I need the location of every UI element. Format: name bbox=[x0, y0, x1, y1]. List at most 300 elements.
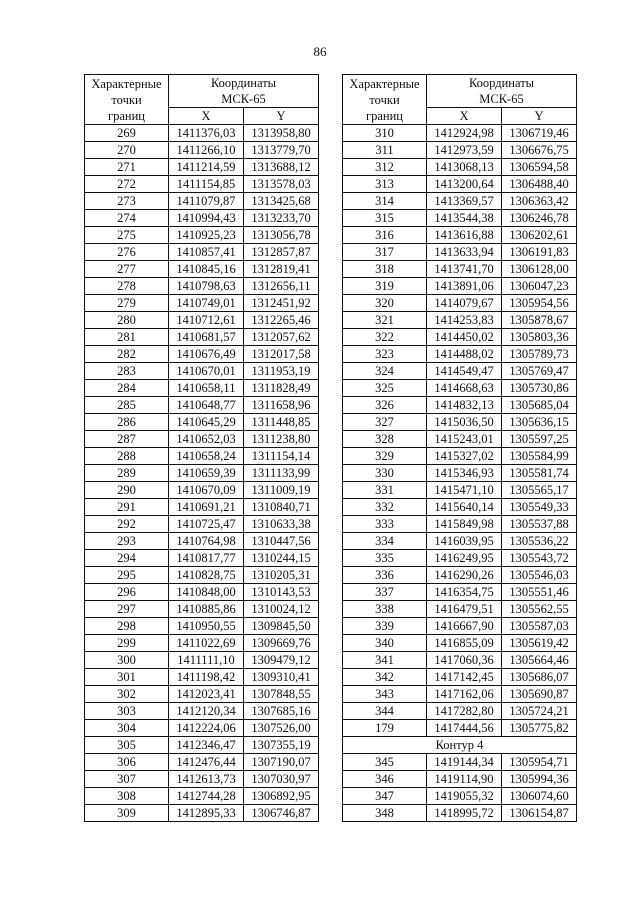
table-row bbox=[85, 295, 319, 312]
table-row bbox=[85, 771, 319, 788]
x-value-cell: 1414832,13 bbox=[427, 397, 502, 414]
point-number-cell: 323 bbox=[343, 346, 427, 363]
header-points bbox=[343, 75, 427, 125]
y-value-cell: 1310840,71 bbox=[244, 499, 319, 516]
x-value-cell: 1416249,95 bbox=[427, 550, 502, 567]
point-number-cell: 311 bbox=[343, 142, 427, 159]
point-number-cell: 285 bbox=[85, 397, 169, 414]
table-row bbox=[85, 210, 319, 227]
x-value-cell: 1415849,98 bbox=[427, 516, 502, 533]
point-number-cell: 275 bbox=[85, 227, 169, 244]
table-row bbox=[85, 652, 319, 669]
table-row bbox=[343, 805, 577, 822]
table-row bbox=[343, 244, 577, 261]
y-value-cell: 1307355,19 bbox=[244, 737, 319, 754]
table-row bbox=[343, 431, 577, 448]
x-value-cell: 1415346,93 bbox=[427, 465, 502, 482]
y-value-cell: 1305954,71 bbox=[502, 754, 577, 771]
point-number-cell: 343 bbox=[343, 686, 427, 703]
point-number-cell: 336 bbox=[343, 567, 427, 584]
y-value-cell: 1306246,78 bbox=[502, 210, 577, 227]
table-row bbox=[85, 312, 319, 329]
page-number: 86 bbox=[313, 44, 327, 59]
x-value-cell: 1410691,21 bbox=[169, 499, 244, 516]
point-number-cell: 321 bbox=[343, 312, 427, 329]
point-number-cell: 287 bbox=[85, 431, 169, 448]
y-value-cell: 1310633,38 bbox=[244, 516, 319, 533]
y-value-cell: 1307848,55 bbox=[244, 686, 319, 703]
x-value-cell: 1413891,06 bbox=[427, 278, 502, 295]
x-value-cell: 1417282,80 bbox=[427, 703, 502, 720]
table-row bbox=[85, 261, 319, 278]
table-row bbox=[85, 176, 319, 193]
table-row bbox=[85, 244, 319, 261]
point-number-cell: 324 bbox=[343, 363, 427, 380]
x-value-cell: 1410725,47 bbox=[169, 516, 244, 533]
x-value-cell: 1411022,69 bbox=[169, 635, 244, 652]
table-row bbox=[343, 618, 577, 635]
y-value-cell: 1312656,11 bbox=[244, 278, 319, 295]
header-points-line-3: границ bbox=[366, 108, 403, 123]
x-value-cell: 1413369,57 bbox=[427, 193, 502, 210]
x-value-cell: 1410645,29 bbox=[169, 414, 244, 431]
y-value-cell: 1306047,23 bbox=[502, 278, 577, 295]
x-value-cell: 1410658,11 bbox=[169, 380, 244, 397]
point-number-cell: 337 bbox=[343, 584, 427, 601]
point-number-cell: 329 bbox=[343, 448, 427, 465]
coordinates-table-left bbox=[84, 74, 319, 822]
point-number-cell: 274 bbox=[85, 210, 169, 227]
table-row bbox=[343, 363, 577, 380]
point-number-cell: 319 bbox=[343, 278, 427, 295]
table-row bbox=[343, 669, 577, 686]
point-number-cell: 295 bbox=[85, 567, 169, 584]
point-number-cell: 335 bbox=[343, 550, 427, 567]
point-number-cell: 293 bbox=[85, 533, 169, 550]
point-number-cell: 308 bbox=[85, 788, 169, 805]
point-number-cell: 331 bbox=[343, 482, 427, 499]
table-row bbox=[343, 465, 577, 482]
point-number-cell: 279 bbox=[85, 295, 169, 312]
x-value-cell: 1411266,10 bbox=[169, 142, 244, 159]
point-number-cell: 315 bbox=[343, 210, 427, 227]
y-value-cell: 1313958,80 bbox=[244, 125, 319, 142]
y-value-cell: 1307030,97 bbox=[244, 771, 319, 788]
y-value-cell: 1313425,68 bbox=[244, 193, 319, 210]
table-row bbox=[85, 159, 319, 176]
table-row bbox=[85, 533, 319, 550]
y-value-cell: 1306202,61 bbox=[502, 227, 577, 244]
y-value-cell: 1313578,03 bbox=[244, 176, 319, 193]
x-value-cell: 1413741,70 bbox=[427, 261, 502, 278]
x-value-cell: 1410648,77 bbox=[169, 397, 244, 414]
table-row bbox=[343, 516, 577, 533]
point-number-cell: 346 bbox=[343, 771, 427, 788]
x-value-cell: 1412120,34 bbox=[169, 703, 244, 720]
point-number-cell: 340 bbox=[343, 635, 427, 652]
point-number-cell: 326 bbox=[343, 397, 427, 414]
table-row bbox=[85, 618, 319, 635]
point-number-cell: 283 bbox=[85, 363, 169, 380]
x-value-cell: 1416667,90 bbox=[427, 618, 502, 635]
table-row bbox=[85, 499, 319, 516]
table-row bbox=[85, 635, 319, 652]
point-number-cell: 334 bbox=[343, 533, 427, 550]
y-value-cell: 1313779,70 bbox=[244, 142, 319, 159]
table-row bbox=[85, 465, 319, 482]
point-number-cell: 273 bbox=[85, 193, 169, 210]
x-value-cell: 1410676,49 bbox=[169, 346, 244, 363]
x-value-cell: 1415327,02 bbox=[427, 448, 502, 465]
y-value-cell: 1305619,42 bbox=[502, 635, 577, 652]
point-number-cell: 301 bbox=[85, 669, 169, 686]
table-row bbox=[343, 601, 577, 618]
point-number-cell: 348 bbox=[343, 805, 427, 822]
x-value-cell: 1411198,42 bbox=[169, 669, 244, 686]
point-number-cell: 347 bbox=[343, 788, 427, 805]
point-number-cell: 271 bbox=[85, 159, 169, 176]
point-number-cell: 332 bbox=[343, 499, 427, 516]
table-row bbox=[343, 227, 577, 244]
table-row bbox=[343, 788, 577, 805]
point-number-cell: 299 bbox=[85, 635, 169, 652]
table-row bbox=[85, 550, 319, 567]
table-row bbox=[343, 482, 577, 499]
point-number-cell: 276 bbox=[85, 244, 169, 261]
x-value-cell: 1410681,57 bbox=[169, 329, 244, 346]
point-number-cell: 314 bbox=[343, 193, 427, 210]
header-coordinates-line-1: Координаты bbox=[210, 76, 277, 90]
y-value-cell: 1305686,07 bbox=[502, 669, 577, 686]
point-number-cell: 281 bbox=[85, 329, 169, 346]
x-value-cell: 1412476,44 bbox=[169, 754, 244, 771]
table-row bbox=[343, 584, 577, 601]
y-value-cell: 1312017,58 bbox=[244, 346, 319, 363]
x-value-cell: 1416479,51 bbox=[427, 601, 502, 618]
x-value-cell: 1416290,26 bbox=[427, 567, 502, 584]
y-value-cell: 1305775,82 bbox=[502, 720, 577, 737]
table-row bbox=[343, 567, 577, 584]
table-row bbox=[343, 346, 577, 363]
point-number-cell: 307 bbox=[85, 771, 169, 788]
y-value-cell: 1311953,19 bbox=[244, 363, 319, 380]
x-value-cell: 1410845,16 bbox=[169, 261, 244, 278]
y-value-cell: 1306892,95 bbox=[244, 788, 319, 805]
y-value-cell: 1310205,31 bbox=[244, 567, 319, 584]
y-value-cell: 1312819,41 bbox=[244, 261, 319, 278]
point-number-cell: 345 bbox=[343, 754, 427, 771]
y-value-cell: 1312265,46 bbox=[244, 312, 319, 329]
y-value-cell: 1305789,73 bbox=[502, 346, 577, 363]
table-row bbox=[85, 414, 319, 431]
x-value-cell: 1418995,72 bbox=[427, 805, 502, 822]
y-value-cell: 1313233,70 bbox=[244, 210, 319, 227]
y-value-cell: 1312857,87 bbox=[244, 244, 319, 261]
header-points-line-3: границ bbox=[108, 108, 145, 123]
table-row bbox=[85, 363, 319, 380]
table-row bbox=[85, 737, 319, 754]
table-row bbox=[85, 754, 319, 771]
x-value-cell: 1413068,13 bbox=[427, 159, 502, 176]
x-value-cell: 1410659,39 bbox=[169, 465, 244, 482]
x-value-cell: 1411214,59 bbox=[169, 159, 244, 176]
x-value-cell: 1416354,75 bbox=[427, 584, 502, 601]
y-value-cell: 1305536,22 bbox=[502, 533, 577, 550]
table-row bbox=[85, 703, 319, 720]
y-value-cell: 1305551,46 bbox=[502, 584, 577, 601]
header-coordinates-line-2: МСК-65 bbox=[221, 92, 266, 106]
y-value-cell: 1306074,60 bbox=[502, 788, 577, 805]
point-number-cell: 282 bbox=[85, 346, 169, 363]
x-value-cell: 1410817,77 bbox=[169, 550, 244, 567]
x-value-cell: 1411376,03 bbox=[169, 125, 244, 142]
y-value-cell: 1310447,56 bbox=[244, 533, 319, 550]
header-x: X bbox=[427, 108, 502, 125]
header-coordinates bbox=[169, 75, 319, 108]
point-number-cell: 278 bbox=[85, 278, 169, 295]
point-number-cell: 288 bbox=[85, 448, 169, 465]
y-value-cell: 1305549,33 bbox=[502, 499, 577, 516]
table-row bbox=[343, 550, 577, 567]
y-value-cell: 1305584,99 bbox=[502, 448, 577, 465]
x-value-cell: 1410764,98 bbox=[169, 533, 244, 550]
header-coordinates-line-1: Координаты bbox=[468, 76, 535, 90]
y-value-cell: 1305730,86 bbox=[502, 380, 577, 397]
table-row bbox=[343, 533, 577, 550]
y-value-cell: 1313688,12 bbox=[244, 159, 319, 176]
y-value-cell: 1305690,87 bbox=[502, 686, 577, 703]
table-row bbox=[343, 125, 577, 142]
table-row bbox=[343, 261, 577, 278]
header-coordinates-line-2: МСК-65 bbox=[479, 92, 524, 106]
x-value-cell: 1410658,24 bbox=[169, 448, 244, 465]
y-value-cell: 1305537,88 bbox=[502, 516, 577, 533]
point-number-cell: 272 bbox=[85, 176, 169, 193]
y-value-cell: 1306488,40 bbox=[502, 176, 577, 193]
x-value-cell: 1415471,10 bbox=[427, 482, 502, 499]
x-value-cell: 1412924,98 bbox=[427, 125, 502, 142]
table-row bbox=[343, 754, 577, 771]
header-points bbox=[85, 75, 169, 125]
x-value-cell: 1414668,63 bbox=[427, 380, 502, 397]
x-value-cell: 1419055,32 bbox=[427, 788, 502, 805]
point-number-cell: 280 bbox=[85, 312, 169, 329]
point-number-cell: 302 bbox=[85, 686, 169, 703]
y-value-cell: 1305664,46 bbox=[502, 652, 577, 669]
y-value-cell: 1305685,04 bbox=[502, 397, 577, 414]
table-row bbox=[85, 431, 319, 448]
point-number-cell: 291 bbox=[85, 499, 169, 516]
y-value-cell: 1311009,19 bbox=[244, 482, 319, 499]
contour-row bbox=[343, 737, 577, 754]
x-value-cell: 1412023,41 bbox=[169, 686, 244, 703]
table-row bbox=[343, 380, 577, 397]
y-value-cell: 1306191,83 bbox=[502, 244, 577, 261]
point-number-cell: 297 bbox=[85, 601, 169, 618]
y-value-cell: 1305546,03 bbox=[502, 567, 577, 584]
table-row bbox=[343, 176, 577, 193]
point-number-cell: 286 bbox=[85, 414, 169, 431]
table-row bbox=[85, 584, 319, 601]
x-value-cell: 1410885,86 bbox=[169, 601, 244, 618]
table-row bbox=[343, 771, 577, 788]
x-value-cell: 1410925,23 bbox=[169, 227, 244, 244]
table-row bbox=[343, 703, 577, 720]
x-value-cell: 1412744,28 bbox=[169, 788, 244, 805]
y-value-cell: 1311154,14 bbox=[244, 448, 319, 465]
table-row bbox=[85, 380, 319, 397]
x-value-cell: 1412613,73 bbox=[169, 771, 244, 788]
x-value-cell: 1417444,56 bbox=[427, 720, 502, 737]
point-number-cell: 330 bbox=[343, 465, 427, 482]
point-number-cell: 289 bbox=[85, 465, 169, 482]
x-value-cell: 1414450,02 bbox=[427, 329, 502, 346]
y-value-cell: 1311828,49 bbox=[244, 380, 319, 397]
header-coordinates bbox=[427, 75, 577, 108]
table-row bbox=[343, 278, 577, 295]
x-value-cell: 1412224,06 bbox=[169, 720, 244, 737]
y-value-cell: 1306746,87 bbox=[244, 805, 319, 822]
y-value-cell: 1306128,00 bbox=[502, 261, 577, 278]
table-row bbox=[343, 686, 577, 703]
y-value-cell: 1305769,47 bbox=[502, 363, 577, 380]
y-value-cell: 1307685,16 bbox=[244, 703, 319, 720]
table-row bbox=[343, 312, 577, 329]
point-number-cell: 300 bbox=[85, 652, 169, 669]
x-value-cell: 1411079,87 bbox=[169, 193, 244, 210]
x-value-cell: 1416039,95 bbox=[427, 533, 502, 550]
table-row bbox=[343, 193, 577, 210]
table-row bbox=[343, 295, 577, 312]
point-number-cell: 305 bbox=[85, 737, 169, 754]
y-value-cell: 1305565,17 bbox=[502, 482, 577, 499]
y-value-cell: 1311133,99 bbox=[244, 465, 319, 482]
header-points-line-1: Характерные bbox=[349, 76, 420, 91]
header-points-line-1: Характерные bbox=[91, 76, 162, 91]
y-value-cell: 1309479,12 bbox=[244, 652, 319, 669]
table-row bbox=[343, 397, 577, 414]
y-value-cell: 1311238,80 bbox=[244, 431, 319, 448]
y-value-cell: 1305587,03 bbox=[502, 618, 577, 635]
point-number-cell: 294 bbox=[85, 550, 169, 567]
point-number-cell: 344 bbox=[343, 703, 427, 720]
point-number-cell: 318 bbox=[343, 261, 427, 278]
point-number-cell: 322 bbox=[343, 329, 427, 346]
header-y: Y bbox=[502, 108, 577, 125]
y-value-cell: 1311658,96 bbox=[244, 397, 319, 414]
y-value-cell: 1305581,74 bbox=[502, 465, 577, 482]
point-number-cell: 284 bbox=[85, 380, 169, 397]
table-row bbox=[343, 414, 577, 431]
point-number-cell: 338 bbox=[343, 601, 427, 618]
x-value-cell: 1414488,02 bbox=[427, 346, 502, 363]
y-value-cell: 1310024,12 bbox=[244, 601, 319, 618]
table-row bbox=[85, 397, 319, 414]
x-value-cell: 1410857,41 bbox=[169, 244, 244, 261]
table-row bbox=[85, 669, 319, 686]
x-value-cell: 1416855,09 bbox=[427, 635, 502, 652]
x-value-cell: 1410950,55 bbox=[169, 618, 244, 635]
x-value-cell: 1412895,33 bbox=[169, 805, 244, 822]
y-value-cell: 1305724,21 bbox=[502, 703, 577, 720]
y-value-cell: 1305803,36 bbox=[502, 329, 577, 346]
table-row bbox=[85, 227, 319, 244]
table-row bbox=[85, 516, 319, 533]
header-x: X bbox=[169, 108, 244, 125]
x-value-cell: 1412973,59 bbox=[427, 142, 502, 159]
y-value-cell: 1305878,67 bbox=[502, 312, 577, 329]
x-value-cell: 1412346,47 bbox=[169, 737, 244, 754]
point-number-cell: 270 bbox=[85, 142, 169, 159]
x-value-cell: 1415640,14 bbox=[427, 499, 502, 516]
point-number-cell: 310 bbox=[343, 125, 427, 142]
point-number-cell: 277 bbox=[85, 261, 169, 278]
table-row bbox=[343, 499, 577, 516]
y-value-cell: 1305543,72 bbox=[502, 550, 577, 567]
point-number-cell: 306 bbox=[85, 754, 169, 771]
table-row bbox=[85, 788, 319, 805]
x-value-cell: 1415243,01 bbox=[427, 431, 502, 448]
x-value-cell: 1410652,03 bbox=[169, 431, 244, 448]
y-value-cell: 1310244,15 bbox=[244, 550, 319, 567]
y-value-cell: 1306719,46 bbox=[502, 125, 577, 142]
point-number-cell: 309 bbox=[85, 805, 169, 822]
y-value-cell: 1311448,85 bbox=[244, 414, 319, 431]
y-value-cell: 1306594,58 bbox=[502, 159, 577, 176]
point-number-cell: 328 bbox=[343, 431, 427, 448]
point-number-cell: 313 bbox=[343, 176, 427, 193]
x-value-cell: 1410670,01 bbox=[169, 363, 244, 380]
point-number-cell: 298 bbox=[85, 618, 169, 635]
table-row bbox=[85, 720, 319, 737]
point-number-cell: 316 bbox=[343, 227, 427, 244]
x-value-cell: 1410670,09 bbox=[169, 482, 244, 499]
y-value-cell: 1305994,36 bbox=[502, 771, 577, 788]
point-number-cell: 333 bbox=[343, 516, 427, 533]
x-value-cell: 1410712,61 bbox=[169, 312, 244, 329]
x-value-cell: 1410828,75 bbox=[169, 567, 244, 584]
table-row bbox=[85, 142, 319, 159]
point-number-cell: 339 bbox=[343, 618, 427, 635]
x-value-cell: 1410994,43 bbox=[169, 210, 244, 227]
table-row bbox=[343, 210, 577, 227]
x-value-cell: 1410749,01 bbox=[169, 295, 244, 312]
table-row bbox=[343, 448, 577, 465]
point-number-cell: 342 bbox=[343, 669, 427, 686]
point-number-cell: 320 bbox=[343, 295, 427, 312]
y-value-cell: 1309845,50 bbox=[244, 618, 319, 635]
y-value-cell: 1305562,55 bbox=[502, 601, 577, 618]
point-number-cell: 269 bbox=[85, 125, 169, 142]
table-row bbox=[343, 720, 577, 737]
y-value-cell: 1310143,53 bbox=[244, 584, 319, 601]
x-value-cell: 1417142,45 bbox=[427, 669, 502, 686]
table-row bbox=[85, 346, 319, 363]
y-value-cell: 1307190,07 bbox=[244, 754, 319, 771]
point-number-cell: 290 bbox=[85, 482, 169, 499]
table-row bbox=[85, 601, 319, 618]
x-value-cell: 1413200,64 bbox=[427, 176, 502, 193]
x-value-cell: 1417060,36 bbox=[427, 652, 502, 669]
header-y: Y bbox=[244, 108, 319, 125]
point-number-cell: 341 bbox=[343, 652, 427, 669]
y-value-cell: 1309669,76 bbox=[244, 635, 319, 652]
table-row bbox=[343, 652, 577, 669]
point-number-cell: 179 bbox=[343, 720, 427, 737]
x-value-cell: 1415036,50 bbox=[427, 414, 502, 431]
table-row bbox=[85, 278, 319, 295]
x-value-cell: 1414079,67 bbox=[427, 295, 502, 312]
